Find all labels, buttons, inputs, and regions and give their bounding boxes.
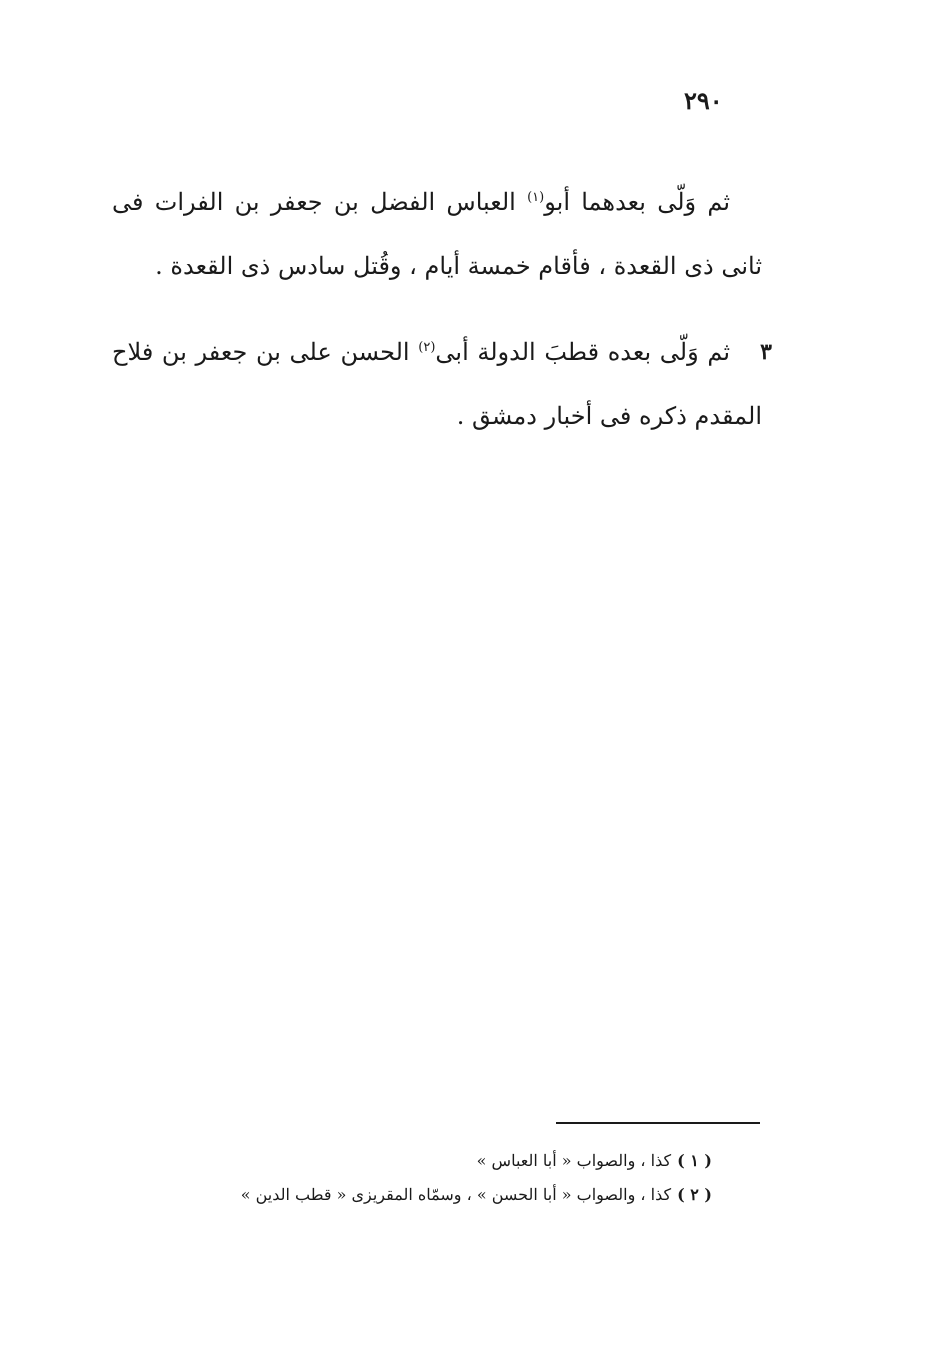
- footnote-ref-1: (١): [527, 190, 545, 205]
- page-number: ٢٩٠: [684, 86, 723, 115]
- margin-line-number: ٣: [760, 339, 772, 365]
- footnote-2-text: كذا ، والصواب « أبا الحسن » ، وسمّاه المقريزى « قطب الدين »: [240, 1185, 672, 1204]
- paragraph-1-text-after: العباس الفضل بن جعفر بن الفرات فى ثانى ذى القعدة ، فأقام خمسة أيام ، وقُتل سادس ذى القعدة .: [112, 188, 762, 280]
- body-text: [112, 170, 772, 470]
- paragraph-2-text-before: ثم وَلّى بعده قطبَ الدولة أبى: [435, 338, 730, 366]
- paragraph-1-text-before: ثم وَلّى بعدهما أبو: [544, 188, 730, 216]
- footnote-ref-2: (٢): [418, 340, 436, 355]
- footnotes: [200, 1144, 712, 1212]
- paragraph-2-text-after: الحسن على بن جعفر بن فلاح المقدم ذكره فى أخبار دمشق .: [112, 338, 762, 430]
- footnote-1-number: ( ١ ): [677, 1151, 712, 1170]
- paragraph-2: [112, 320, 772, 448]
- footnote-1: [200, 1144, 712, 1178]
- paragraph-1: [112, 170, 762, 298]
- footnote-separator: [556, 1122, 760, 1124]
- footnote-1-text: كذا ، والصواب « أبا العباس »: [476, 1151, 672, 1170]
- footnote-2: [200, 1178, 712, 1212]
- footnote-2-number: ( ٢ ): [677, 1185, 712, 1204]
